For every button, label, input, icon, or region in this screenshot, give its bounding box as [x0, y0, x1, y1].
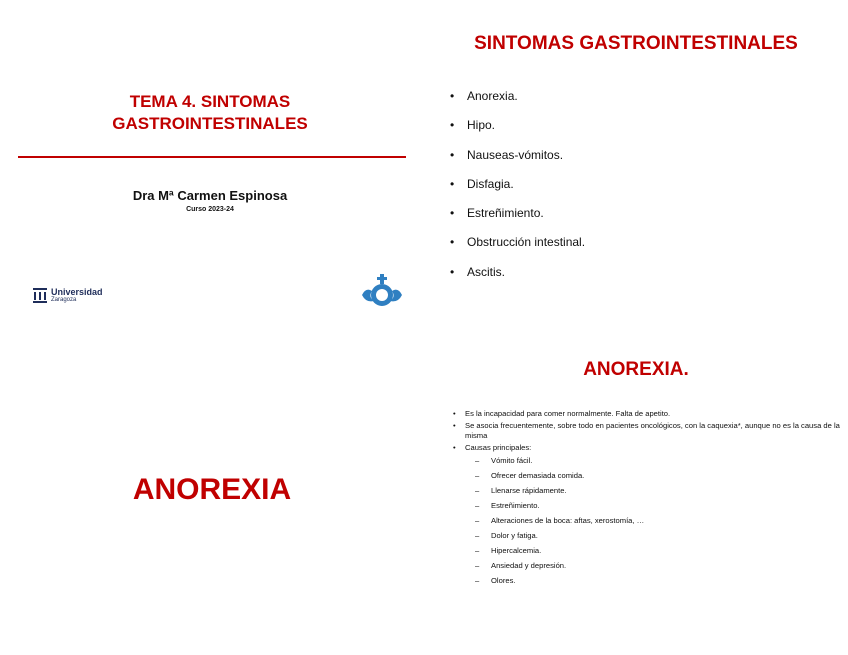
- cause-item: – Alteraciones de la boca: aftas, xerostomía, …: [453, 513, 843, 528]
- university-subname: Zaragoza: [51, 297, 77, 303]
- list-item: • Se asocia frecuentemente, sobre todo en pacientes oncológicos, con la caquexia*, aunque no es la causa de la misma: [453, 421, 843, 441]
- list-item: • Nauseas-vómitos.: [450, 147, 585, 176]
- slide2-title: SINTOMAS GASTROINTESTINALES: [474, 33, 798, 54]
- slide-symptoms-list: [424, 0, 848, 327]
- cause-item: – Llenarse rápidamente.: [453, 483, 843, 498]
- slide1-title: TEMA 4. SINTOMAS GASTROINTESTINALES: [112, 92, 308, 133]
- slide-anorexia-details: [424, 328, 848, 655]
- cause-item: – Hipercalcemia.: [453, 543, 843, 558]
- cause-item: – Olores.: [453, 573, 843, 588]
- list-item: • Ascitis.: [450, 264, 585, 293]
- cause-item: – Ofrecer demasiada comida.: [453, 468, 843, 483]
- university-name: Universidad: [51, 287, 103, 297]
- symptom-list: [450, 88, 585, 293]
- slide4-title: ANOREXIA.: [583, 359, 689, 380]
- institution-seal-icon: [360, 273, 404, 309]
- cause-item: – Vómito fácil.: [453, 453, 843, 468]
- cause-item: – Ansiedad y depresión.: [453, 558, 843, 573]
- list-item: • Es la incapacidad para comer normalmente. Falta de apetito.: [453, 409, 843, 419]
- list-item: • Anorexia.: [450, 88, 585, 117]
- list-item: • Disfagia.: [450, 176, 585, 205]
- list-item: • Causas principales:: [453, 443, 843, 453]
- list-item: • Hipo.: [450, 117, 585, 146]
- cause-item: – Estreñimiento.: [453, 498, 843, 513]
- course-label: Curso 2023-24: [186, 206, 234, 213]
- title-divider: [18, 156, 406, 158]
- slide4-body: [453, 409, 843, 588]
- author-name: Dra Mª Carmen Espinosa: [132, 188, 288, 203]
- slide-section-anorexia: [0, 328, 424, 655]
- list-item: • Obstrucción intestinal.: [450, 234, 585, 263]
- university-crest-icon: [33, 288, 47, 306]
- list-item: • Estreñimiento.: [450, 205, 585, 234]
- slide3-title: ANOREXIA: [132, 473, 292, 506]
- university-logo: [33, 288, 103, 306]
- cause-item: – Dolor y fatiga.: [453, 528, 843, 543]
- slide-title: [0, 0, 424, 327]
